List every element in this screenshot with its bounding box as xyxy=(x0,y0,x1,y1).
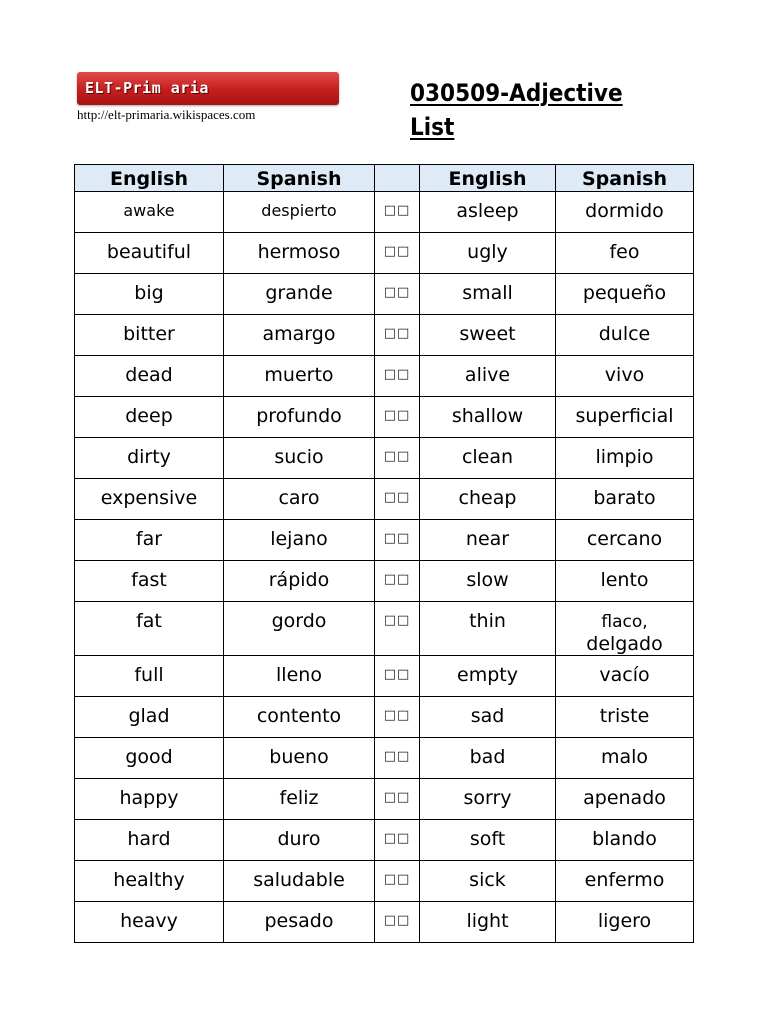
english-word: full xyxy=(75,656,224,697)
english-opposite: sweet xyxy=(420,315,556,356)
spanish-word: feliz xyxy=(224,779,375,820)
english-word: happy xyxy=(75,779,224,820)
english-word: deep xyxy=(75,397,224,438)
spanish-word: despierto xyxy=(224,192,375,233)
spanish-opposite-line-2: delgado xyxy=(586,633,663,655)
site-url: http://elt-primaria.wikispaces.com xyxy=(77,107,256,122)
spanish-opposite: vivo xyxy=(556,356,694,397)
table-row xyxy=(75,656,694,697)
english-opposite: cheap xyxy=(420,479,556,520)
separator-glyph: □□ xyxy=(375,697,420,738)
spanish-opposite: barato xyxy=(556,479,694,520)
english-opposite: light xyxy=(420,902,556,943)
spanish-word: amargo xyxy=(224,315,375,356)
elt-primaria-logo-banner xyxy=(77,72,339,105)
spanish-word: bueno xyxy=(224,738,375,779)
spanish-opposite: blando xyxy=(556,820,694,861)
spanish-opposite: malo xyxy=(556,738,694,779)
spanish-word: sucio xyxy=(224,438,375,479)
english-word: heavy xyxy=(75,902,224,943)
separator-glyph: □□ xyxy=(375,315,420,356)
table-row xyxy=(75,902,694,943)
english-word: healthy xyxy=(75,861,224,902)
english-opposite: small xyxy=(420,274,556,315)
table-row xyxy=(75,233,694,274)
english-word: dead xyxy=(75,356,224,397)
separator-glyph: □□ xyxy=(375,192,420,233)
separator-glyph: □□ xyxy=(375,820,420,861)
spanish-opposite: cercano xyxy=(556,520,694,561)
table-row xyxy=(75,397,694,438)
table-row xyxy=(75,561,694,602)
separator-glyph: □□ xyxy=(375,356,420,397)
english-word: big xyxy=(75,274,224,315)
spanish-word: gordo xyxy=(224,602,375,656)
english-opposite: ugly xyxy=(420,233,556,274)
table-row xyxy=(75,479,694,520)
adjective-table xyxy=(74,164,694,943)
separator-glyph: □□ xyxy=(375,520,420,561)
spanish-word: lleno xyxy=(224,656,375,697)
english-opposite: empty xyxy=(420,656,556,697)
separator-glyph: □□ xyxy=(375,233,420,274)
separator-glyph: □□ xyxy=(375,602,420,656)
separator-glyph: □□ xyxy=(375,479,420,520)
spanish-word: pesado xyxy=(224,902,375,943)
separator-glyph: □□ xyxy=(375,397,420,438)
english-opposite: bad xyxy=(420,738,556,779)
english-opposite: slow xyxy=(420,561,556,602)
spanish-opposite: triste xyxy=(556,697,694,738)
table-row xyxy=(75,779,694,820)
column-header-separator xyxy=(375,165,420,192)
spanish-opposite: superficial xyxy=(556,397,694,438)
spanish-word: contento xyxy=(224,697,375,738)
spanish-word: rápido xyxy=(224,561,375,602)
english-word: awake xyxy=(75,192,224,233)
spanish-word: caro xyxy=(224,479,375,520)
english-opposite: asleep xyxy=(420,192,556,233)
separator-glyph: □□ xyxy=(375,274,420,315)
table-row xyxy=(75,738,694,779)
column-header-english: English xyxy=(75,165,224,192)
english-word: beautiful xyxy=(75,233,224,274)
separator-glyph: □□ xyxy=(375,779,420,820)
english-opposite: sorry xyxy=(420,779,556,820)
separator-glyph: □□ xyxy=(375,861,420,902)
table-row xyxy=(75,520,694,561)
english-opposite: clean xyxy=(420,438,556,479)
english-opposite: sick xyxy=(420,861,556,902)
english-opposite: alive xyxy=(420,356,556,397)
spanish-word: hermoso xyxy=(224,233,375,274)
english-word: fat xyxy=(75,602,224,656)
table-row xyxy=(75,356,694,397)
spanish-opposite: enfermo xyxy=(556,861,694,902)
table-row xyxy=(75,861,694,902)
table-row xyxy=(75,438,694,479)
english-word: far xyxy=(75,520,224,561)
english-word: expensive xyxy=(75,479,224,520)
spanish-opposite: dormido xyxy=(556,192,694,233)
spanish-word: saludable xyxy=(224,861,375,902)
spanish-word: muerto xyxy=(224,356,375,397)
spanish-opposite: pequeño xyxy=(556,274,694,315)
table-row xyxy=(75,315,694,356)
english-opposite: sad xyxy=(420,697,556,738)
english-opposite: soft xyxy=(420,820,556,861)
english-word: glad xyxy=(75,697,224,738)
spanish-opposite: apenado xyxy=(556,779,694,820)
page-title xyxy=(410,76,680,144)
column-header-spanish: Spanish xyxy=(224,165,375,192)
page-title-line-2: List xyxy=(410,113,455,141)
spanish-opposite: vacío xyxy=(556,656,694,697)
separator-glyph: □□ xyxy=(375,656,420,697)
table-header-row xyxy=(75,165,694,192)
english-word: bitter xyxy=(75,315,224,356)
spanish-word: lejano xyxy=(224,520,375,561)
english-opposite: near xyxy=(420,520,556,561)
table-row xyxy=(75,274,694,315)
spanish-word: duro xyxy=(224,820,375,861)
table-row xyxy=(75,820,694,861)
spanish-opposite-line-1: flaco, xyxy=(601,612,648,632)
table-row xyxy=(75,602,694,656)
english-opposite: shallow xyxy=(420,397,556,438)
separator-glyph: □□ xyxy=(375,438,420,479)
column-header-english-opposite: English xyxy=(420,165,556,192)
spanish-opposite: limpio xyxy=(556,438,694,479)
table-row xyxy=(75,697,694,738)
english-word: dirty xyxy=(75,438,224,479)
english-word: good xyxy=(75,738,224,779)
separator-glyph: □□ xyxy=(375,561,420,602)
spanish-opposite: feo xyxy=(556,233,694,274)
spanish-opposite: lento xyxy=(556,561,694,602)
page-title-line-1: 030509-Adjective xyxy=(410,79,623,107)
english-word: hard xyxy=(75,820,224,861)
separator-glyph: □□ xyxy=(375,738,420,779)
spanish-word: grande xyxy=(224,274,375,315)
english-word: fast xyxy=(75,561,224,602)
spanish-opposite: dulce xyxy=(556,315,694,356)
spanish-opposite: ligero xyxy=(556,902,694,943)
column-header-spanish-opposite: Spanish xyxy=(556,165,694,192)
table-row xyxy=(75,192,694,233)
spanish-opposite xyxy=(556,602,694,656)
separator-glyph: □□ xyxy=(375,902,420,943)
spanish-word: profundo xyxy=(224,397,375,438)
logo-text: ELT-Prim aria xyxy=(85,79,209,97)
english-opposite: thin xyxy=(420,602,556,656)
